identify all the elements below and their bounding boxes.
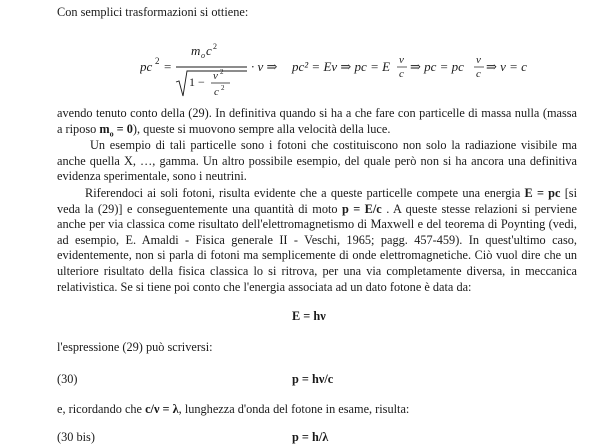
p1-text-a: avendo tenuto conto della (29). In definitiva quando si ha a che fare con particelle di massa nulla (massa a riposo [57,106,577,136]
formula-dot-v: · v ⇒ [251,59,278,74]
formula-frac-v: v [399,54,404,66]
equation-energy: E = hν [292,309,326,323]
paragraph-examples: Un esempio di tali particelle sono i fotoni che costituiscono non solo la radiazione visibile ma anche quella X, …, gamma. Un altro possibile esempio, del quale però non si ha ancora una definitiva evidenza sperimentale, sono i neutrini. [57,138,577,184]
formula-den-v-exp: 2 [220,68,224,76]
formula-step4: ⇒ v = c [486,59,527,74]
equation-30: p = hν/c [292,372,334,386]
formula-step2: pc² = Ev ⇒ pc = E [292,59,391,74]
equation-30bis: p = h/λ [292,430,329,444]
formula-lhs-exp: 2 [155,56,160,66]
formula-frac2-c: c [476,68,481,80]
formula-den-c: c [214,86,219,98]
p1-bold-m: $m_o = 0$ [99,121,133,139]
formula-step3: ⇒ pc = pc [410,59,464,74]
formula-eq: = [164,59,172,74]
paragraph-massless [57,106,577,142]
p1-text-b: ), queste si muovono sempre alla velocità della luce. [132,121,391,136]
formula-den-one: 1 − [189,75,205,89]
formula-den-c-exp: 2 [221,84,225,92]
paragraph-photons: Riferendoci ai soli fotoni, risulta evidente che a queste particelle compete una energia E = pc [si veda la (29)] e conseguentemente una quantità di moto p = E/c . A queste stesse relazioni si perviene anche per via classica come risultato dell'elettromagnetismo di Maxwell e del teorema di Poynting (vedi, ad esempio, E. Amaldi - Fisica generale II - Veschi, 1965; pagg. 457-459). In quest'ultimo caso, evidentemente, non si parla di fotoni ma semplicemente di onde elettromagnetiche. Ciò vuol dire che un ulteriore risultato della fisica classica lo si ritrova, per una via completamente diversa, in meccanica relativistica. Se si tiene poi conto che l'energia associata ad un dato fotone è data da: [57,186,578,294]
expression-line: l'espressione (29) può scriversi: [57,340,213,354]
formula-lhs: pc [140,59,153,74]
formula-frac-c: c [399,68,404,80]
formula-num-c: c [206,43,212,58]
bold-c-nu-lambda: c/ν = λ [145,402,179,416]
formula-frac2-v: v [476,54,481,66]
bold-p-ec: p = E/c [341,201,382,216]
ricordando-line: e, ricordando che c/ν = λ, lunghezza d'onda del fotone in esame, risulta: [57,402,410,416]
formula-svg [140,38,540,100]
formula-den-v: v [213,70,218,82]
bold-e-pc: E = pc [524,186,561,200]
formula-sqrt-sign [176,71,247,96]
intro-line: Con semplici trasformazioni si ottiene: [57,5,249,19]
equation-30bis-label: (30 bis) [57,430,95,444]
formula-num-m: m [191,43,201,58]
momentum-formula [140,38,540,100]
equation-30-label: (30) [57,372,78,386]
formula-num-exp: 2 [213,42,217,51]
formula-num-sub: o [201,51,205,60]
